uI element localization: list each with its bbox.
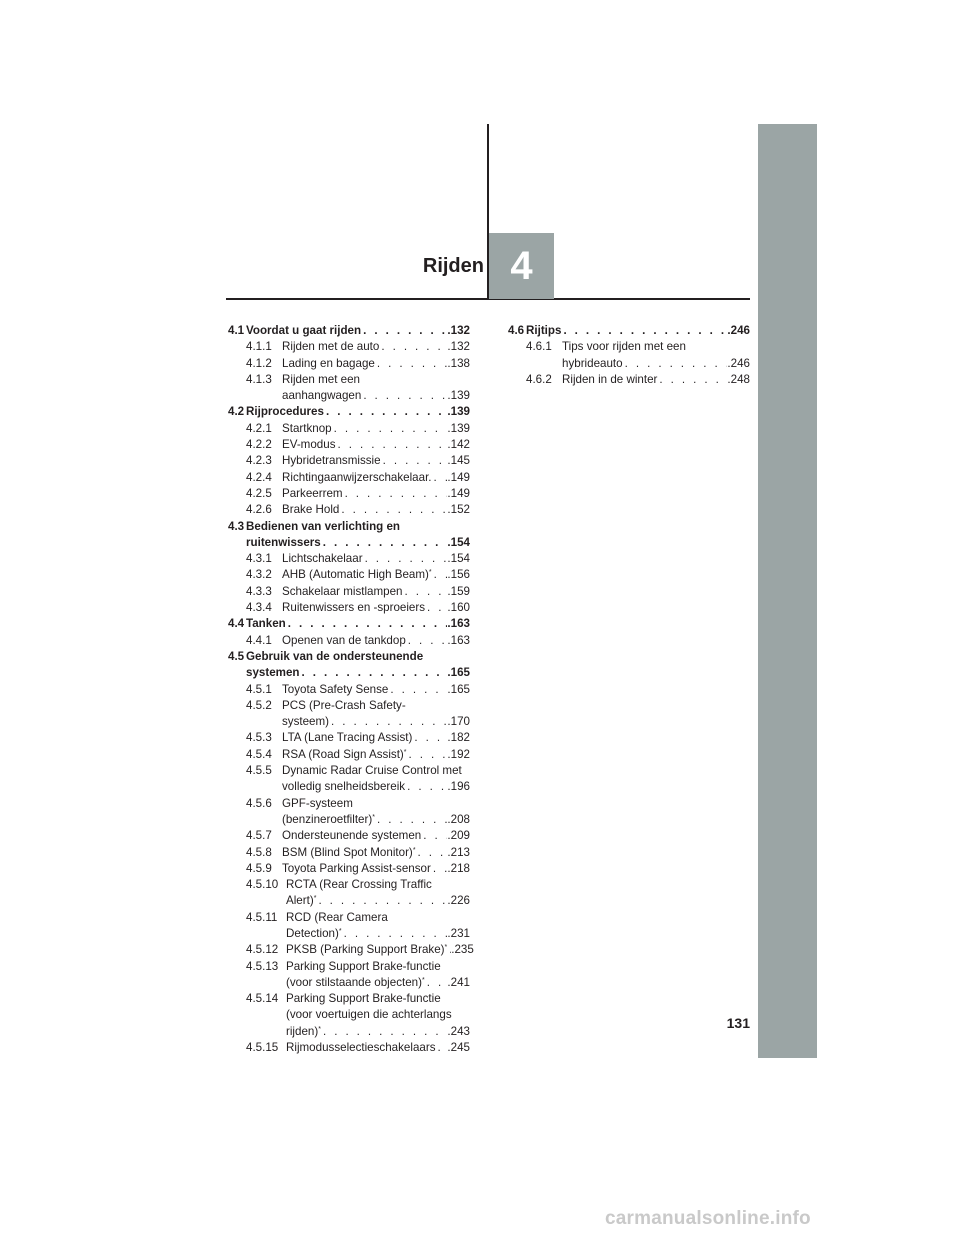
toc-entry-title-line: PCS (Pre-Crash Safety- [282, 698, 406, 712]
toc-entry-title-line: BSM (Blind Spot Monitor)* [282, 845, 416, 859]
toc-entry-page: .218 [447, 861, 470, 875]
toc-entry[interactable] [228, 845, 470, 861]
toc-entry-page: .138 [447, 356, 470, 370]
toc-entry[interactable] [228, 942, 474, 958]
toc-entry-title-line: Dynamic Radar Cruise Control met [282, 764, 462, 778]
toc-entry-title-line: Rijmodusselectieschakelaars [286, 1041, 436, 1055]
footnote-asterisk: * [421, 976, 425, 984]
toc-entry-number: 4.5.3 [246, 731, 272, 745]
toc-entry-page: .163 [447, 633, 470, 647]
toc-entry-page: .139 [447, 389, 470, 403]
toc-entry-title-line: RSA (Road Sign Assist)* [282, 747, 407, 761]
dot-leader [407, 747, 448, 763]
toc-entry[interactable] [228, 339, 470, 355]
toc-entry-page: .165 [447, 666, 470, 680]
toc-entry-title-line: EV-modus [282, 438, 336, 452]
toc-entry-title-line: LTA (Lane Tracing Assist) [282, 731, 413, 745]
toc-entry-page: .156 [447, 568, 470, 582]
chapter-number-box: 4 [489, 233, 554, 299]
toc-entry-page: .142 [447, 438, 470, 452]
toc-entry-page: .248 [727, 372, 750, 386]
toc-entry-page: .149 [447, 486, 470, 500]
toc-entry-number: 4.5.5 [246, 764, 272, 778]
toc-entry-title-line: GPF-systeem [282, 796, 353, 810]
page-number: 131 [726, 1015, 750, 1031]
footnote-asterisk: * [412, 846, 416, 854]
toc-entry-title-line: Voordat u gaat rijden [246, 324, 362, 337]
dot-leader [425, 975, 448, 991]
toc-entry-title-line: hybrideauto [562, 356, 623, 370]
toc-entry-number: 4.5.9 [246, 861, 272, 875]
toc-entry[interactable] [228, 796, 470, 829]
toc-entry[interactable] [228, 730, 470, 746]
dot-leader [381, 453, 448, 469]
toc-entry-page: .132 [447, 340, 470, 354]
toc-entry[interactable] [508, 339, 750, 372]
toc-entry[interactable] [228, 356, 470, 372]
footnote-asterisk: * [444, 944, 448, 952]
toc-entry-page: .192 [447, 747, 470, 761]
toc-entry-number: 4.2.4 [246, 470, 272, 484]
dot-leader [425, 600, 447, 616]
toc-entry-title-line: Gebruik van de ondersteunende [246, 649, 424, 663]
toc-entry[interactable] [228, 763, 470, 796]
toc-entry[interactable] [508, 372, 750, 388]
toc-entry-page: .163 [447, 617, 470, 631]
toc-entry[interactable] [228, 437, 470, 453]
dot-leader [300, 665, 448, 681]
toc-entry-page: .152 [447, 503, 470, 517]
dot-leader [321, 535, 448, 551]
toc-left-column [228, 323, 474, 1056]
toc-entry-page: .243 [447, 1024, 470, 1038]
toc-entry[interactable] [228, 453, 470, 469]
toc-entry-title-line: aanhangwagen [282, 389, 362, 403]
toc-entry-title-line: Brake Hold [282, 503, 340, 517]
toc-entry-page: .159 [447, 584, 470, 598]
toc-entry-page: .208 [447, 812, 470, 826]
toc-entry-title-line: volledig snelheidsbereik [282, 780, 406, 794]
dot-leader [436, 1040, 448, 1056]
toc-entry-title-line: Rijtips [526, 324, 562, 337]
toc-right-column [508, 323, 750, 388]
toc-entry-number: 4.2 [228, 405, 245, 419]
toc-entry-title-line: Schakelaar mistlampen [282, 584, 403, 598]
dot-leader [432, 470, 448, 486]
toc-entry-title-line: Parkeerrem [282, 486, 343, 500]
toc-entry-title-line: PKSB (Parking Support Brake)* [286, 943, 448, 957]
toc-entry[interactable] [228, 323, 470, 339]
dot-leader [431, 861, 448, 877]
toc-entry-page: .165 [447, 682, 470, 696]
toc-entry[interactable] [228, 551, 470, 567]
toc-entry-page: .246 [727, 324, 750, 337]
toc-entry-title-line: Richtingaanwijzerschakelaar. [282, 470, 432, 484]
toc-entry-title-line: Rijprocedures [246, 405, 324, 419]
toc-entry-number: 4.2.6 [246, 503, 272, 517]
dot-leader [623, 356, 728, 372]
toc-entry-title-line: Tips voor rijden met een [562, 340, 686, 354]
toc-entry-number: 4.5.4 [246, 747, 272, 761]
toc-entry-page: .235 [451, 943, 474, 957]
dot-leader [336, 437, 448, 453]
toc-entry-title-line: (benzineroetfilter)* [282, 812, 375, 826]
toc-entry-title-line: systemen [246, 666, 300, 680]
toc-entry-page: .139 [447, 421, 470, 435]
toc-entry-number: 4.5.11 [246, 910, 278, 924]
toc-entry-page: .226 [447, 894, 470, 908]
toc-entry-number: 4.5.12 [246, 943, 279, 957]
footnote-asterisk: * [372, 813, 375, 821]
dot-leader [342, 926, 448, 942]
toc-entry-page: .241 [447, 975, 470, 989]
dot-leader [379, 339, 447, 355]
header-horizontal-rule [226, 298, 750, 300]
toc-entry-title-line: Toyota Safety Sense [282, 682, 389, 696]
toc-entry[interactable] [228, 404, 470, 420]
toc-entry-title-line: systeem) [282, 715, 330, 729]
dot-leader [361, 388, 447, 404]
toc-entry-page: .160 [447, 601, 470, 615]
toc-entry-title-line: Lading en bagage [282, 356, 375, 370]
toc-entry-number: 4.5.8 [246, 845, 272, 859]
dot-leader [363, 551, 448, 567]
toc-entry-title-line: Alert)* [286, 894, 317, 908]
toc-entry-page: .209 [447, 829, 470, 843]
toc-entry[interactable] [228, 910, 470, 943]
toc-entry-number: 4.5 [228, 649, 245, 663]
dot-leader [561, 323, 727, 339]
toc-entry[interactable] [228, 567, 470, 583]
toc-entry-title-line: Parking Support Brake-functie [286, 959, 441, 973]
toc-entry-title-line: Ondersteunende systemen [282, 829, 422, 843]
toc-entry-title-line: rijden)* [286, 1024, 321, 1038]
dot-leader [412, 730, 447, 746]
toc-entry-title-line: Rijden in de winter [562, 372, 658, 386]
toc-entry-number: 4.6.1 [526, 340, 552, 354]
chapter-title: Rijden [422, 255, 484, 277]
footnote-asterisk: * [338, 927, 342, 935]
toc-entry-page: .245 [447, 1041, 470, 1055]
dot-leader [375, 356, 448, 372]
toc-entry-title-line: AHB (Automatic High Beam)* [282, 568, 432, 582]
dot-leader [321, 1024, 447, 1040]
toc-entry-number: 4.5.10 [246, 878, 279, 892]
toc-entry-number: 4.4.1 [246, 633, 272, 647]
toc-entry-title-line: Lichtschakelaar [282, 552, 363, 566]
dot-leader [286, 616, 448, 632]
dot-leader [329, 714, 447, 730]
toc-entry-number: 4.6 [508, 324, 525, 337]
toc-entry-number: 4.3.3 [246, 584, 272, 598]
toc-entry-number: 4.5.15 [246, 1041, 279, 1055]
toc-entry-title-line: Parking Support Brake-functie [286, 992, 441, 1006]
toc-entry-title-line: RCD (Rear Camera [286, 910, 388, 924]
toc-entry-page: .196 [447, 780, 470, 794]
dot-leader [375, 812, 447, 828]
toc-entry-page: .149 [447, 470, 470, 484]
toc-entry-number: 4.6.2 [526, 372, 552, 386]
toc-entry-page: .139 [447, 405, 470, 419]
toc-entry[interactable] [228, 633, 470, 649]
toc-entry[interactable] [228, 616, 470, 632]
dot-leader [388, 682, 447, 698]
toc-entry[interactable] [228, 991, 470, 1040]
toc-entry-title-line: (voor voertuigen die achterlangs [286, 1008, 452, 1022]
footnote-asterisk: * [313, 895, 317, 903]
toc-entry-page: .246 [727, 356, 750, 370]
toc-entry[interactable] [228, 828, 470, 844]
toc-entry[interactable] [228, 502, 470, 518]
dot-leader [657, 372, 727, 388]
toc-entry-page: .213 [447, 845, 470, 859]
toc-entry-title-line: Startknop [282, 421, 332, 435]
dot-leader [406, 633, 448, 649]
toc-entry-title-line: RCTA (Rear Crossing Traffic [286, 878, 432, 892]
toc-entry-number: 4.1 [228, 324, 245, 337]
toc-entry-title-line: Toyota Parking Assist-sensor [282, 861, 431, 875]
toc-entry-number: 4.3 [228, 519, 245, 533]
dot-leader [339, 502, 447, 518]
toc-entry-title-line: Rijden met de auto [282, 340, 380, 354]
dot-leader [361, 323, 447, 339]
toc-entry-number: 4.2.2 [246, 438, 272, 452]
toc-entry-number: 4.5.2 [246, 698, 272, 712]
dot-leader [432, 567, 448, 583]
toc-entry[interactable] [508, 323, 750, 339]
toc-entry-page: .170 [447, 715, 470, 729]
footnote-asterisk: * [318, 1025, 321, 1033]
toc-entry-number: 4.2.1 [246, 421, 272, 435]
toc-entry-page: .231 [447, 926, 470, 940]
watermark: carmanualsonline.info [605, 1208, 811, 1229]
toc-entry[interactable] [228, 470, 470, 486]
toc-entry[interactable] [228, 698, 470, 731]
toc-entry-title-line: (voor stilstaande objecten)* [286, 975, 425, 989]
toc-entry-number: 4.5.13 [246, 959, 279, 973]
toc-entry-page: .145 [447, 454, 470, 468]
toc-entry[interactable] [228, 600, 470, 616]
toc-entry-title-line: Tanken [246, 617, 286, 631]
toc-entry-number: 4.1.3 [246, 372, 272, 386]
toc-entry[interactable] [228, 747, 470, 763]
dot-leader [405, 779, 447, 795]
toc-entry-number: 4.1.2 [246, 356, 272, 370]
toc-entry-title-line: Hybridetransmissie [282, 454, 381, 468]
toc-entry-title-line: Ruitenwissers en -sproeiers [282, 601, 426, 615]
footnote-asterisk: * [428, 569, 432, 577]
toc-entry[interactable] [228, 682, 470, 698]
toc-entry[interactable] [228, 519, 470, 552]
chapter-side-tab [758, 124, 817, 1058]
toc-entry-number: 4.3.2 [246, 568, 272, 582]
toc-entry[interactable] [228, 649, 470, 682]
toc-entry[interactable] [228, 861, 470, 877]
dot-leader [343, 486, 448, 502]
toc-entry-page: .154 [447, 535, 470, 549]
dot-leader [313, 893, 447, 909]
toc-entry-title-line: Openen van de tankdop [282, 633, 406, 647]
toc-entry-title-line: Bedienen van verlichting en [246, 519, 400, 533]
toc-entry-number: 4.5.14 [246, 992, 279, 1006]
toc-entry[interactable] [228, 372, 470, 405]
toc-entry-number: 4.1.1 [246, 340, 272, 354]
toc-entry-page: .154 [447, 552, 470, 566]
toc-entry-title-line: ruitenwissers [246, 535, 321, 549]
toc-entry-number: 4.4 [228, 617, 245, 631]
toc-entry-number: 4.2.5 [246, 486, 272, 500]
toc-entry[interactable] [228, 486, 470, 502]
dot-leader [416, 845, 448, 861]
toc-entry-number: 4.5.6 [246, 796, 272, 810]
toc-entry-page: .182 [447, 731, 470, 745]
toc-entry-title-line: Detection)* [286, 926, 342, 940]
toc-entry[interactable] [228, 421, 470, 437]
dot-leader [324, 404, 447, 420]
toc-entry[interactable] [228, 584, 470, 600]
footnote-asterisk: * [403, 748, 407, 756]
toc-entry[interactable] [228, 1040, 470, 1056]
dot-leader [332, 421, 448, 437]
dot-leader [421, 828, 447, 844]
toc-entry-title-line: Rijden met een [282, 372, 360, 386]
toc-entry-number: 4.2.3 [246, 454, 272, 468]
toc-entry-number: 4.3.4 [246, 601, 272, 615]
toc-entry-number: 4.3.1 [246, 552, 272, 566]
toc-entry[interactable] [228, 959, 470, 992]
toc-entry-number: 4.5.7 [246, 829, 272, 843]
toc-entry-page: .132 [447, 324, 470, 337]
toc-entry[interactable] [228, 877, 470, 910]
dot-leader [403, 584, 448, 600]
toc-entry-number: 4.5.1 [246, 682, 272, 696]
